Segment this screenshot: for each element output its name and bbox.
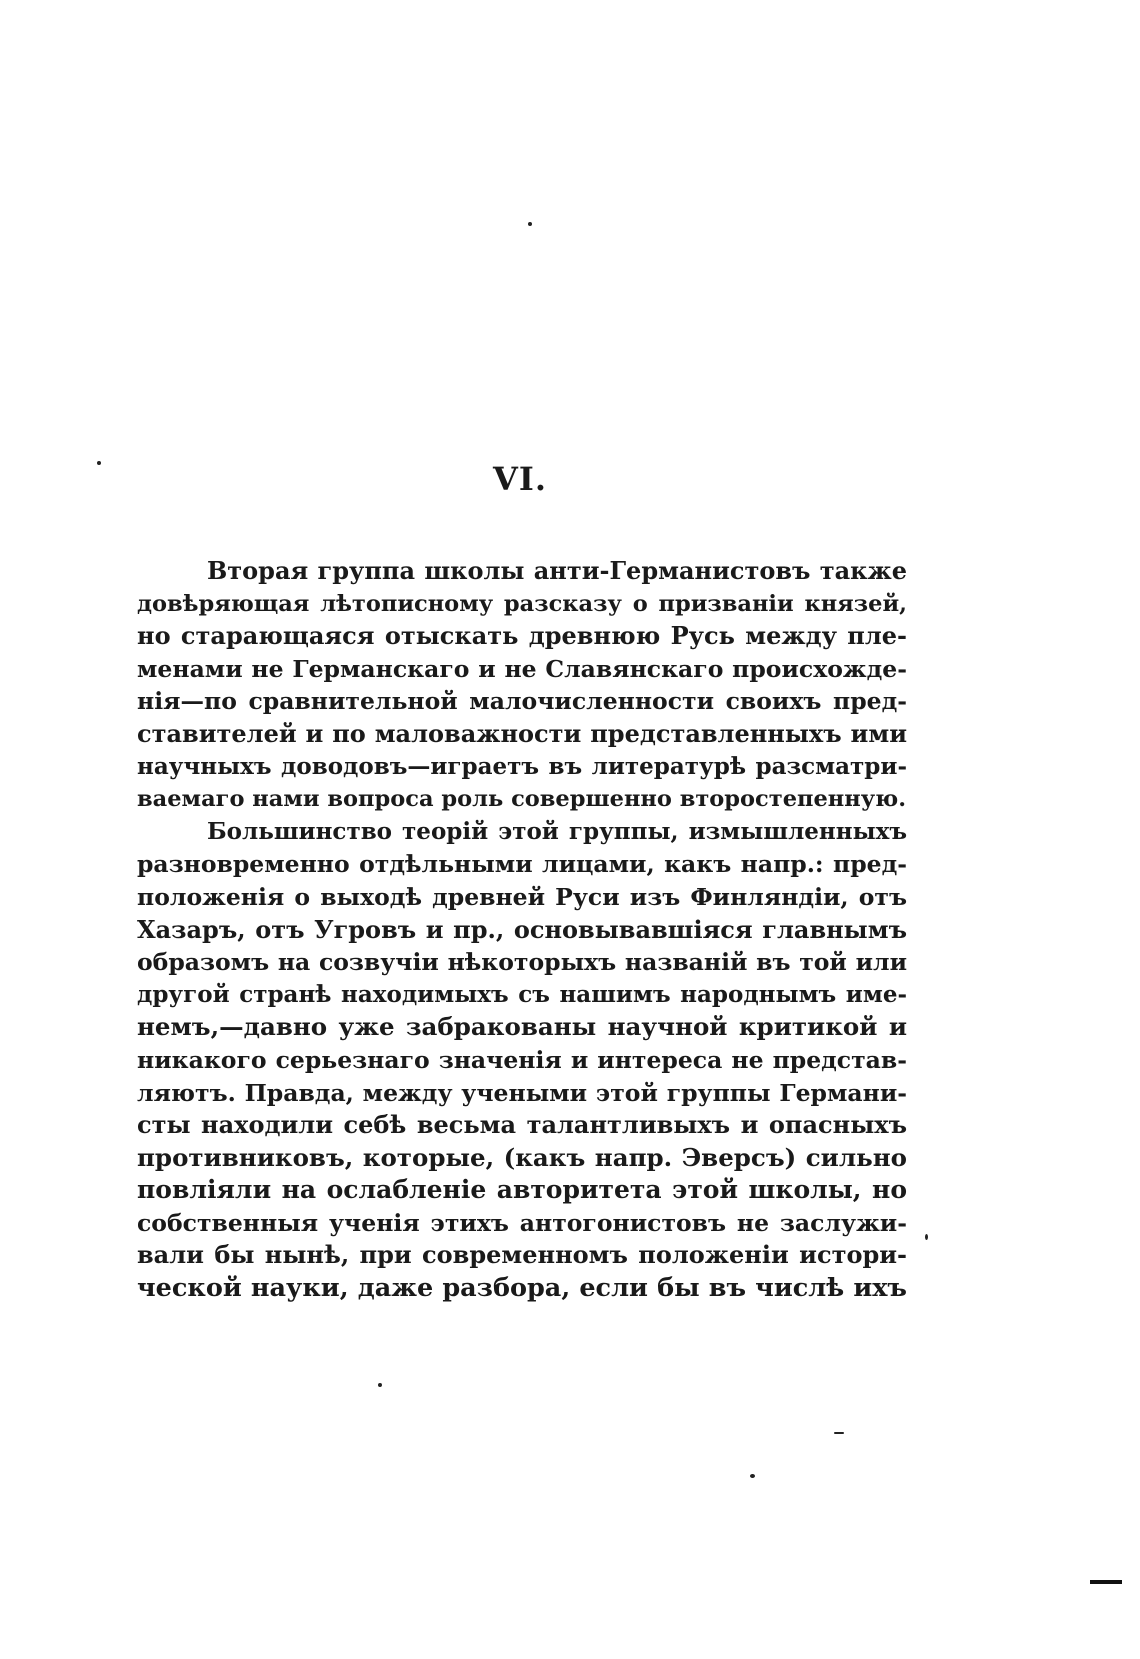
scan-speck bbox=[925, 1234, 928, 1240]
scan-speck bbox=[378, 1383, 382, 1387]
text-line: менами не Германскаго и не Славянскаго происхожде- bbox=[137, 654, 907, 683]
text-line: ставителей и по маловажности представленныхъ ими bbox=[137, 718, 907, 748]
text-line: вали бы нынѣ, при современномъ положеніи истори- bbox=[137, 1240, 907, 1270]
text-line: собственныя ученія этихъ антогонистовъ не заслужи- bbox=[137, 1208, 907, 1237]
text-line: ческой науки, даже разбора, если бы въ числѣ ихъ bbox=[137, 1273, 907, 1304]
scan-speck bbox=[834, 1432, 844, 1434]
chapter-heading: VI. bbox=[493, 460, 547, 498]
text-line: никакого серьезнаго значенія и интереса не представ- bbox=[137, 1045, 907, 1074]
text-line: довѣряющая лѣтописному разсказу о призваніи князей, bbox=[137, 590, 907, 617]
text-line: но старающаяся отыскать древнюю Русь между пле- bbox=[137, 621, 907, 651]
text-line: Хазаръ, отъ Угровъ и пр., основывавшіяся главнымъ bbox=[137, 914, 907, 944]
text-line: сты находили себѣ весьма талантливыхъ и опасныхъ bbox=[137, 1110, 907, 1140]
text-line: повліяли на ослабленіе авторитета этой школы, но bbox=[137, 1175, 907, 1205]
text-line: научныхъ доводовъ—играетъ въ литературѣ разсматри- bbox=[137, 752, 907, 780]
text-line: нія—по сравнительной малочисленности своихъ пред- bbox=[137, 687, 907, 716]
text-line: ваемаго нами вопроса роль совершенно второстепенную. bbox=[137, 786, 907, 813]
text-line: положенія о выходѣ древней Руси изъ Финляндіи, отъ bbox=[137, 882, 907, 911]
body-text bbox=[137, 555, 907, 1305]
text-line: противниковъ, которые, (какъ напр. Эверсъ) сильно bbox=[137, 1142, 907, 1172]
scan-speck bbox=[528, 222, 532, 226]
text-line: другой странѣ находимыхъ съ нашимъ народнымъ име- bbox=[137, 980, 907, 1008]
scan-dash-mark bbox=[1090, 1580, 1122, 1584]
text-line: немъ,—давно уже забракованы научной критикой и bbox=[137, 1012, 907, 1042]
text-line: Большинство теорій этой группы, измышленныхъ bbox=[207, 817, 907, 845]
text-line: разновременно отдѣльными лицами, какъ напр.: пред- bbox=[137, 850, 907, 879]
scan-speck bbox=[750, 1474, 755, 1478]
text-line: Вторая группа школы анти-Германистовъ также bbox=[207, 556, 907, 585]
text-line: образомъ на созвучіи нѣкоторыхъ названій въ той или bbox=[137, 948, 907, 977]
text-line: ляютъ. Правда, между учеными этой группы Германи- bbox=[137, 1078, 907, 1107]
scan-speck bbox=[97, 461, 101, 465]
